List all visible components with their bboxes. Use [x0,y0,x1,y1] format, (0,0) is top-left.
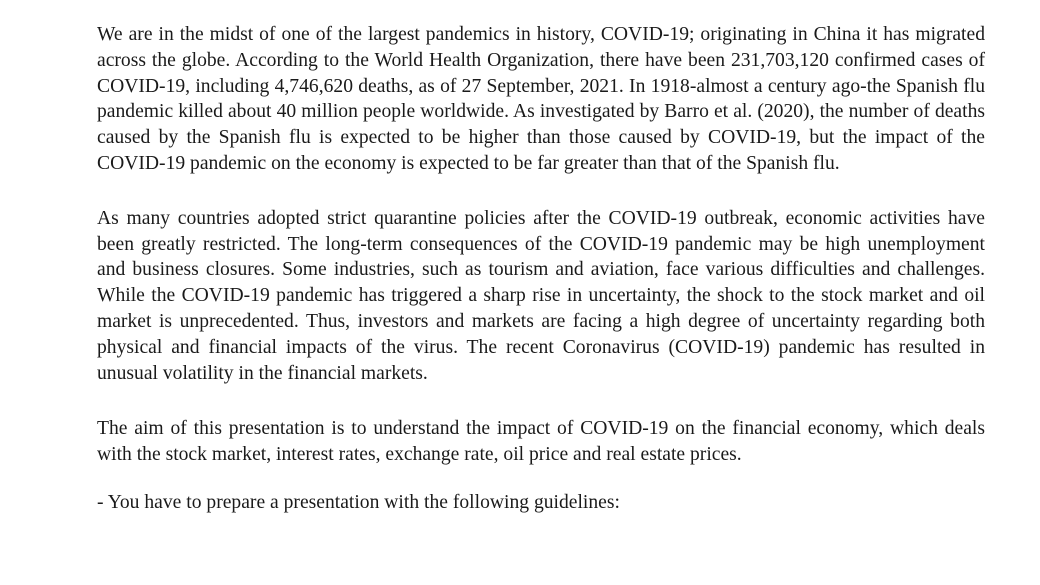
paragraph-aim: The aim of this presentation is to understand the impact of COVID-19 on the financial economy, which deals with the stock market, interest rates, exchange rate, oil price and real estate prices. [97,418,985,466]
document-page [97,22,985,516]
paragraph-intro: We are in the midst of one of the largest pandemics in history, COVID-19; originating in China it has migrated across the globe. According to the World Health Organization, there have been 231,703,120 confirmed cases of COVID-19, including 4,746,620 deaths, as of 27 September, 2021. In 1918-almost a century ago-the Spanish flu pandemic killed about 40 million people worldwide. As investigated by Barro et al. (2020), the number of deaths caused by the Spanish flu is expected to be higher than those caused by COVID-19, but the impact of the COVID-19 pandemic on the economy is expected to be far greater than that of the Spanish flu. [97,24,985,174]
paragraph-quarantine: As many countries adopted strict quarantine policies after the COVID-19 outbreak, economic activities have been greatly restricted. The long-term consequences of the COVID-19 pandemic may be high unemployment and business closures. Some industries, such as tourism and aviation, face various difficulties and challenges. While the COVID-19 pandemic has triggered a sharp rise in uncertainty, the shock to the stock market and oil market is unprecedented. Thus, investors and markets are facing a high degree of uncertainty regarding both physical and financial impacts of the virus. The recent Coronavirus (COVID-19) pandemic has resulted in unusual volatility in the financial markets. [97,207,985,384]
guideline-line: - You have to prepare a presentation with the following guidelines: [97,491,620,513]
